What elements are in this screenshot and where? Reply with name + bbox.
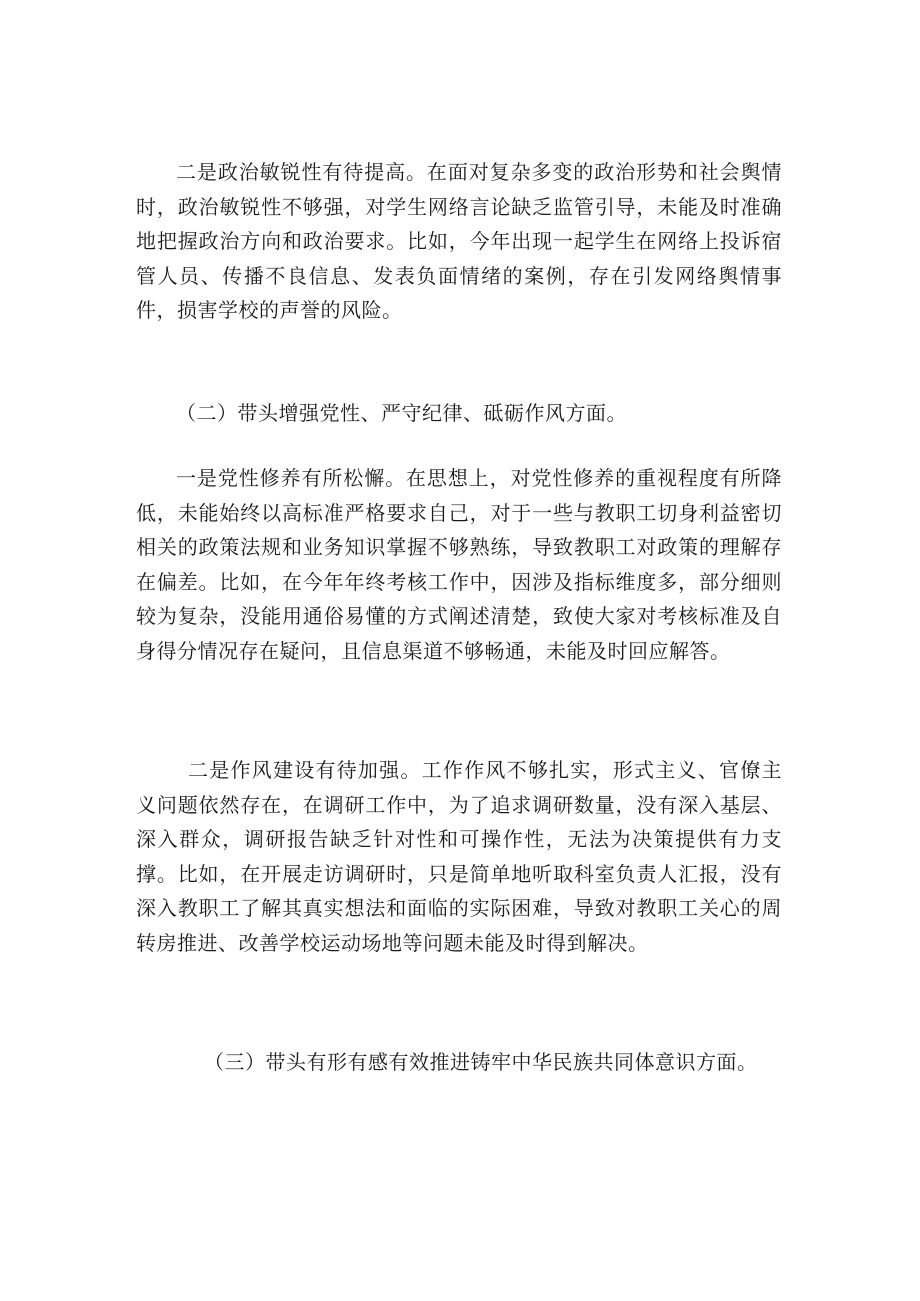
- paragraph-work-style: 二是作风建设有待加强。工作作风不够扎实，形式主义、官僚主义问题依然存在，在调研工作中，为了追求调研数量，没有深入基层、深入群众，调研报告缺乏针对性和可操作性，无法为决策提供有力支撑。比如，在开展走访调研时，只是简单地听取科室负责人汇报，没有深入教职工了解其真实想法和面临的实际困难，导致对教职工关心的周转房推进、改善学校运动场地等问题未能及时得到解决。: [136, 758, 782, 955]
- paragraph-party-spirit: 一是党性修养有所松懈。在思想上，对党性修养的重视程度有所降低，未能始终以高标准严格要求自己，对于一些与教职工切身利益密切相关的政策法规和业务知识掌握不够熟练，导致教职工对政策的理解存在偏差。比如，在今年年终考核工作中，因涉及指标维度多，部分细则较为复杂，没能用通俗易懂的方式阐述清楚，致使大家对考核标准及自身得分情况存在疑问，且信息渠道不够畅通，未能及时回应解答。: [136, 466, 782, 663]
- paragraph-political-sensitivity: 二是政治敏锐性有待提高。在面对复杂多变的政治形势和社会舆情时，政治敏锐性不够强，对学生网络言论缺乏监管引导，未能及时准确地把握政治方向和政治要求。比如，今年出现一起学生在网络上投诉宿管人员、传播不良信息、发表负面情绪的案例，存在引发网络舆情事件，损害学校的声誉的风险。: [136, 160, 782, 322]
- section-heading-3: （三）带头有形有感有效推进铸牢中华民族共同体意识方面。: [204, 1050, 758, 1074]
- section-heading-2: （二）带头增强党性、严守纪律、砥砺作风方面。: [176, 401, 627, 425]
